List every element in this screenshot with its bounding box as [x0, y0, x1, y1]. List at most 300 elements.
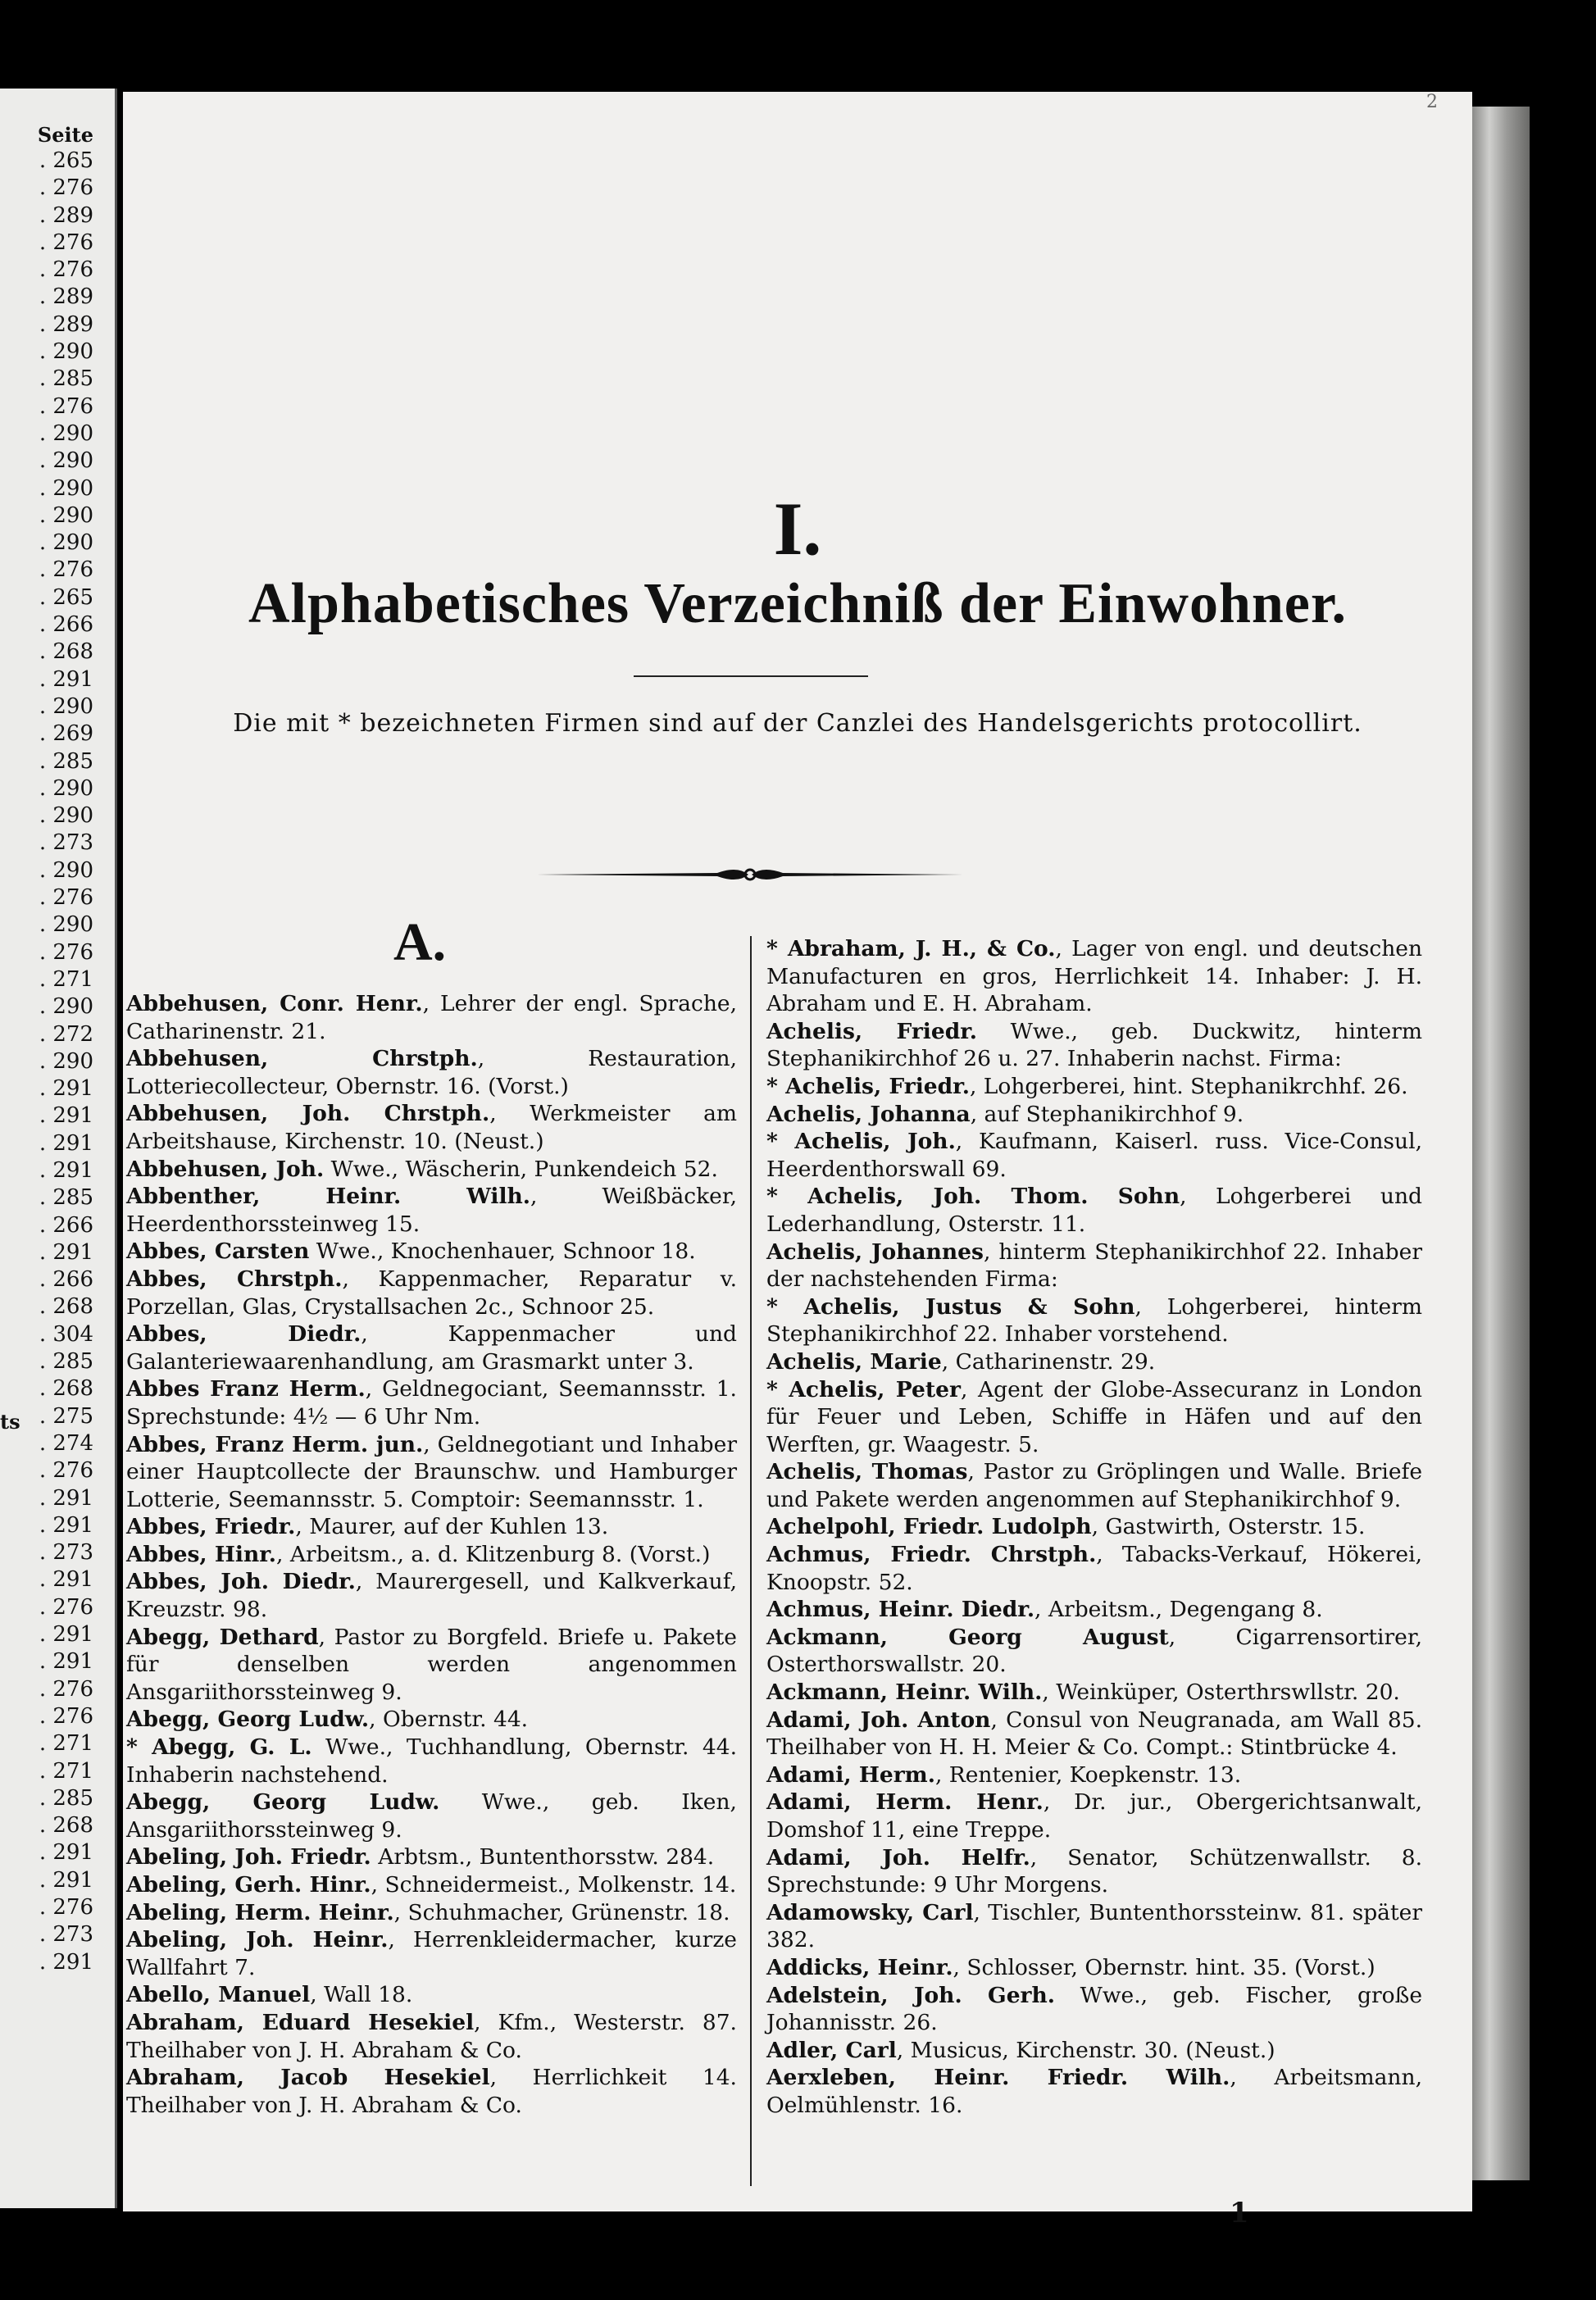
- entry-details: , Tischler, Buntenthorssteinw. 81. später 382.: [766, 1899, 1422, 1953]
- leader-dots: .: [39, 339, 53, 365]
- entry-details: , Kfm., Westerstr. 87. Theilhaber von J. H. Abraham & Co.: [126, 2009, 737, 2063]
- directory-entry: [126, 1375, 737, 1430]
- left-fragment: ts: [0, 1410, 20, 1434]
- page-index-entry: [38, 1239, 93, 1266]
- directory-entry: [766, 1761, 1422, 1789]
- leader-dots: .: [39, 1021, 53, 1047]
- entry-details: , Kappenmacher und Galanteriewaarenhandlung, am Grasmarkt unter 3.: [126, 1321, 737, 1375]
- leader-dots: .: [39, 1649, 53, 1675]
- entry-name: Abbehusen, Joh. Chrstph.: [126, 1101, 490, 1127]
- entry-details: , Herrlichkeit 14. Theilhaber von J. H. Abraham & Co.: [126, 2065, 737, 2118]
- directory-entry: [126, 1981, 737, 2009]
- entry-name: Achmus, Heinr. Diedr.: [766, 1597, 1035, 1623]
- directory-entry: [766, 1073, 1422, 1101]
- page-index-number: 275: [52, 1403, 93, 1429]
- entry-details: , Gastwirth, Osterstr. 15.: [1091, 1514, 1366, 1540]
- page-index-number: 291: [52, 1512, 93, 1538]
- directory-entry: [766, 1128, 1422, 1183]
- page-index-entry: [38, 666, 93, 693]
- page-index-entry: [38, 611, 93, 639]
- leader-dots: .: [39, 1512, 53, 1538]
- page-index-list: [38, 148, 93, 1976]
- entry-details: , hinterm Stephanikirchhof 22. Inhaber der nachstehenden Firma:: [766, 1239, 1422, 1293]
- page-index-entry: [38, 1375, 93, 1402]
- page-index-entry: [38, 1457, 93, 1484]
- entry-name: Abbehusen, Conr. Henr.: [126, 991, 423, 1016]
- entry-name: Abbes, Hinr.: [126, 1541, 276, 1567]
- entry-name: Adami, Joh. Anton: [766, 1707, 991, 1733]
- page-index-number: 304: [52, 1321, 93, 1347]
- page-index-entry: [38, 830, 93, 857]
- page-index-entry: [38, 911, 93, 939]
- entry-details: , Werkmeister am Arbeitshause, Kirchenstr. 10. (Neust.): [126, 1101, 737, 1154]
- directory-entry: [766, 1679, 1422, 1707]
- directory-entry: [126, 1789, 737, 1843]
- page-index-number: 271: [52, 1758, 93, 1784]
- directory-entry: [766, 1018, 1422, 1073]
- entry-details: , Obernstr. 44.: [369, 1707, 529, 1733]
- entry-name: * Achelis, Joh.: [766, 1129, 956, 1155]
- leader-dots: .: [39, 284, 53, 310]
- page-index-number: 290: [52, 448, 93, 474]
- page-index-number: 290: [52, 857, 93, 883]
- directory-entry: [126, 1156, 737, 1184]
- page-index-entry: [38, 1157, 93, 1184]
- leader-dots: .: [39, 1267, 53, 1293]
- entry-name: Achelis, Marie: [766, 1348, 942, 1375]
- leader-dots: .: [39, 721, 53, 747]
- page-index-entry: [38, 1430, 93, 1457]
- page-index-entry: [38, 530, 93, 557]
- leader-dots: .: [39, 966, 53, 992]
- page-index-entry: [38, 1048, 93, 1075]
- page-index-entry: [38, 311, 93, 339]
- entry-name: Adami, Joh. Helfr.: [766, 1844, 1030, 1870]
- leader-dots: .: [39, 148, 53, 173]
- entry-details: , Cigarrensortirer, Osterthorswallstr. 20.: [766, 1624, 1423, 1678]
- entry-name: Adler, Carl: [766, 2037, 897, 2063]
- directory-entry: [766, 1624, 1422, 1679]
- page-index-entry: [38, 1293, 93, 1320]
- leader-dots: .: [39, 912, 53, 938]
- entry-details: , Schneidermeist., Molkenstr. 14.: [371, 1872, 737, 1898]
- directory-entry: [126, 1706, 737, 1734]
- page-index-number: 291: [52, 1130, 93, 1156]
- leader-dots: .: [39, 1321, 53, 1347]
- page-index-number: 276: [52, 939, 93, 965]
- directory-entry: [126, 1045, 737, 1100]
- page-index-entry: [38, 339, 93, 366]
- entry-name: Abraham, Eduard Hesekiel: [126, 2009, 475, 2035]
- directory-entry: [126, 1266, 737, 1320]
- page-number: 1: [1230, 2197, 1249, 2230]
- page-index-number: 285: [52, 1349, 93, 1375]
- leader-dots: .: [39, 230, 53, 255]
- directory-entry: [766, 1844, 1422, 1899]
- entry-details: Wwe., geb. Iken, Ansgariithorssteinweg 9.: [126, 1789, 737, 1843]
- entry-name: Achelis, Johannes: [766, 1239, 984, 1265]
- entry-details: , Kaufmann, Kaiserl. russ. Vice-Consul, Heerdenthorswall 69.: [766, 1129, 1422, 1182]
- page-index-entry: [38, 1621, 93, 1648]
- entry-details: Wwe., Wäscherin, Punkendeich 52.: [324, 1156, 718, 1182]
- page-index-entry: [38, 1485, 93, 1512]
- entry-name: Abbes, Diedr.: [126, 1321, 361, 1348]
- page-index-number: 291: [52, 666, 93, 692]
- page-index-number: 290: [52, 1048, 93, 1074]
- page-index-entry: [38, 1839, 93, 1866]
- entry-details: , Schlosser, Obernstr. hint. 35. (Vorst.): [953, 1954, 1375, 1980]
- page-index-number: 266: [52, 1267, 93, 1293]
- directory-entry: [766, 1348, 1422, 1376]
- page-index-number: 276: [52, 393, 93, 419]
- leader-dots: .: [39, 1840, 53, 1866]
- page-index-number: 285: [52, 366, 93, 392]
- entry-details: Wwe., Tuchhandlung, Obernstr. 44. Inhaberin nachstehend.: [126, 1734, 737, 1788]
- section-roman-numeral: I.: [773, 487, 822, 570]
- page-index-number: 276: [52, 1676, 93, 1702]
- entry-name: * Abegg, G. L.: [126, 1734, 312, 1761]
- entry-details: , Pastor zu Borgfeld. Briefe u. Pakete für denselben werden angenommen Ansgariithorssteinweg 9.: [126, 1624, 737, 1705]
- entry-name: * Achelis, Friedr.: [766, 1073, 970, 1099]
- page-index-entry: [38, 1130, 93, 1157]
- leader-dots: .: [39, 693, 53, 719]
- directory-entry: [126, 1871, 737, 1899]
- page-index-entry: [38, 393, 93, 420]
- page-index-entry: [38, 448, 93, 475]
- directory-entry: [766, 1376, 1422, 1459]
- page-index-number: 276: [52, 1703, 93, 1729]
- column-divider: [750, 936, 752, 2186]
- page-index-number: 276: [52, 1594, 93, 1620]
- page-index-number: 291: [52, 1840, 93, 1866]
- page-index-number: 290: [52, 775, 93, 801]
- entry-name: Achmus, Friedr. Chrstph.: [766, 1542, 1097, 1568]
- page-index-entry: [38, 148, 93, 175]
- entry-details: , Arbeitsm., a. d. Klitzenburg 8. (Vorst.): [275, 1541, 711, 1567]
- page-index-entry: [38, 1184, 93, 1211]
- leader-dots: .: [39, 1622, 53, 1648]
- page-index-entry: [38, 557, 93, 584]
- leader-dots: .: [39, 994, 53, 1020]
- entry-name: Achelpohl, Friedr. Ludolph: [766, 1514, 1092, 1540]
- leader-dots: .: [39, 1157, 53, 1183]
- entry-name: Adelstein, Joh. Gerh.: [766, 1982, 1056, 2008]
- page-index-entry: [38, 366, 93, 393]
- page-index-number: 291: [52, 1867, 93, 1893]
- page-index-entry: [38, 966, 93, 993]
- directory-entry: [126, 1843, 737, 1871]
- page-index-entry: [38, 1676, 93, 1703]
- title-divider: [634, 675, 868, 677]
- entry-details: , Weißbäcker, Heerdenthorssteinweg 15.: [126, 1184, 738, 1237]
- page-index-number: 291: [52, 1485, 93, 1511]
- page-index-entry: [38, 284, 93, 311]
- page-index-entry: [38, 1758, 93, 1785]
- entry-details: , Agent der Globe-Assecuranz in London für Feuer und Leben, Schiffe in Häfen und auf den Werften, gr. Waagestr. 5.: [766, 1376, 1422, 1457]
- entry-details: , Arbeitsmann, Oelmühlenstr. 16.: [766, 2065, 1422, 2118]
- page-index-entry: [38, 775, 93, 802]
- page-index-number: 289: [52, 284, 93, 310]
- directory-entry: [126, 1238, 737, 1266]
- page-index-entry: [38, 1648, 93, 1675]
- entry-details: , Pastor zu Gröplingen und Walle. Briefe und Pakete werden angenommen auf Stephanikirchhof 9.: [766, 1459, 1422, 1512]
- page-index-entry: [38, 639, 93, 666]
- leader-dots: .: [39, 830, 53, 856]
- entry-name: Abeling, Joh. Heinr.: [126, 1927, 389, 1953]
- leader-dots: .: [39, 939, 53, 965]
- page-index-number: 276: [52, 175, 93, 201]
- directory-entry: [766, 1541, 1422, 1596]
- page-index-number: 291: [52, 1622, 93, 1648]
- page-index-entry: [38, 1348, 93, 1375]
- directory-entry: [766, 1513, 1422, 1541]
- page-index-entry: [38, 420, 93, 448]
- leader-dots: .: [39, 1185, 53, 1211]
- leader-dots: .: [39, 775, 53, 801]
- left-page: [0, 89, 117, 2208]
- entry-name: Abbenther, Heinr. Wilh.: [126, 1184, 531, 1210]
- entry-name: Abbehusen, Joh.: [126, 1156, 325, 1182]
- directory-entry: [126, 1734, 737, 1789]
- page-index-number: 289: [52, 311, 93, 337]
- leader-dots: .: [39, 1785, 53, 1811]
- entry-details: , Musicus, Kirchenstr. 30. (Neust.): [896, 2037, 1275, 2063]
- page-index-entry: [38, 1321, 93, 1348]
- leader-dots: .: [39, 1676, 53, 1702]
- entry-name: Abbes, Chrstph.: [126, 1266, 343, 1292]
- directory-entry: [766, 2037, 1422, 2065]
- page-index-entry: [38, 1539, 93, 1566]
- page-index-number: 268: [52, 1294, 93, 1320]
- directory-entry: [126, 1100, 737, 1155]
- page-index-entry: [38, 257, 93, 284]
- book-spine: [1472, 107, 1530, 2180]
- directory-entry: [126, 1320, 737, 1375]
- page-index-entry: [38, 1894, 93, 1921]
- entry-name: Ackmann, Heinr. Wilh.: [766, 1680, 1043, 1706]
- section-letter: A.: [393, 912, 447, 972]
- leader-dots: .: [39, 857, 53, 883]
- page-index-number: 290: [52, 502, 93, 528]
- entry-name: Addicks, Heinr.: [766, 1954, 953, 1980]
- page-index-number: 268: [52, 639, 93, 665]
- page-index-entry: [38, 1703, 93, 1730]
- entry-name: * Achelis, Peter: [766, 1376, 961, 1402]
- page-index-number: 291: [52, 1239, 93, 1265]
- page-index-number: 291: [52, 1567, 93, 1593]
- directory-entry: [126, 2009, 737, 2064]
- directory-entry: [766, 1293, 1422, 1348]
- entry-details: , Lehrer der engl. Sprache, Catharinenstr. 21.: [126, 991, 737, 1044]
- entry-name: Abbes, Friedr.: [126, 1514, 296, 1540]
- entry-name: Achelis, Johanna: [766, 1101, 971, 1127]
- page-index-number: 290: [52, 339, 93, 365]
- entry-name: Adami, Herm.: [766, 1761, 935, 1788]
- entry-details: Wwe., geb. Fischer, große Johannisstr. 26.: [766, 1982, 1423, 2036]
- entry-details: , Restauration, Lotteriecollecteur, Obernstr. 16. (Vorst.): [126, 1046, 737, 1099]
- leader-dots: .: [39, 1540, 53, 1566]
- entry-details: , Kappenmacher, Reparatur v. Porzellan, Glas, Crystallsachen 2c., Schnoor 25.: [126, 1266, 738, 1320]
- leader-dots: .: [39, 748, 53, 774]
- leader-dots: .: [39, 1567, 53, 1593]
- entry-details: , Lohgerberei, hinterm Stephanikirchhof 22. Inhaber vorstehend.: [766, 1293, 1422, 1348]
- page-index-number: 290: [52, 912, 93, 938]
- page-index-entry: [38, 1021, 93, 1048]
- directory-entry: [126, 1183, 737, 1238]
- page-index-number: 291: [52, 1649, 93, 1675]
- leader-dots: .: [39, 1212, 53, 1238]
- page-index-column: [38, 123, 93, 1976]
- page-index-entry: [38, 1102, 93, 1130]
- page-index-number: 271: [52, 966, 93, 992]
- leader-dots: .: [39, 584, 53, 610]
- leader-dots: .: [39, 803, 53, 829]
- page-index-number: 273: [52, 830, 93, 856]
- leader-dots: .: [39, 1594, 53, 1620]
- page-index-number: 289: [52, 202, 93, 228]
- page-index-number: 266: [52, 1212, 93, 1238]
- page-index-number: 285: [52, 748, 93, 774]
- leader-dots: .: [39, 1867, 53, 1893]
- leader-dots: .: [39, 393, 53, 419]
- page-index-number: 276: [52, 557, 93, 583]
- directory-entry: [766, 1789, 1422, 1843]
- entry-details: , Dr. jur., Obergerichtsanwalt, Domshof 11, eine Treppe.: [766, 1789, 1423, 1843]
- page-index-entry: [38, 230, 93, 257]
- leader-dots: .: [39, 202, 53, 228]
- entry-name: Abeling, Gerh. Hinr.: [126, 1872, 371, 1898]
- page-index-number: 276: [52, 230, 93, 255]
- entry-details: , Lager von engl. und deutschen Manufacturen en gros, Herrlichkeit 14. Inhaber: J. H. Abraham und E. H. Abraham.: [766, 936, 1423, 1017]
- leader-dots: .: [39, 1048, 53, 1074]
- intro-note: Die mit * bezeichneten Firmen sind auf der Canzlei des Handelsgerichts protocollirt.: [233, 709, 1362, 738]
- page-index-entry: [38, 802, 93, 830]
- leader-dots: .: [39, 1458, 53, 1484]
- entry-name: Abegg, Dethard: [126, 1624, 319, 1650]
- page-index-number: 291: [52, 1103, 93, 1129]
- directory-entry: [766, 1458, 1422, 1513]
- leader-dots: .: [39, 311, 53, 337]
- leader-dots: .: [39, 502, 53, 528]
- leader-dots: .: [39, 1895, 53, 1920]
- page-index-number: 268: [52, 1813, 93, 1839]
- page-index-entry: [38, 1212, 93, 1239]
- directory-entry: [766, 1596, 1422, 1624]
- page-index-number: 291: [52, 1076, 93, 1102]
- entry-name: Abello, Manuel: [126, 1982, 311, 2008]
- leader-dots: .: [39, 885, 53, 911]
- entry-details: , Rentenier, Koepkenstr. 13.: [934, 1761, 1242, 1788]
- page-index-number: 269: [52, 721, 93, 747]
- page-index-entry: [38, 1867, 93, 1894]
- page-index-entry: [38, 1512, 93, 1539]
- leader-dots: .: [39, 1703, 53, 1729]
- entry-name: Abraham, Jacob Hesekiel: [126, 2065, 490, 2091]
- page-index-entry: [38, 693, 93, 720]
- leader-dots: .: [39, 475, 53, 501]
- entry-details: , auf Stephanikirchhof 9.: [970, 1101, 1244, 1127]
- entry-details: , Lohgerberei, hint. Stephanikrchhf. 26.: [969, 1073, 1408, 1099]
- entry-details: , Senator, Schützenwallstr. 8. Sprechstunde: 9 Uhr Morgens.: [766, 1844, 1422, 1898]
- page-index-entry: [38, 1403, 93, 1430]
- page-index-entry: [38, 720, 93, 748]
- ornament-divider-icon: [537, 862, 963, 887]
- entry-name: Achelis, Thomas: [766, 1459, 968, 1485]
- entry-details: , Tabacks-Verkauf, Hökerei, Knoopstr. 52.: [766, 1542, 1422, 1595]
- entry-name: Abbes Franz Herm.: [126, 1376, 366, 1402]
- entries-column-left: [126, 990, 737, 2119]
- leader-dots: .: [39, 257, 53, 283]
- leader-dots: .: [39, 1485, 53, 1511]
- page-index-number: 285: [52, 1785, 93, 1811]
- page-index-header: Seite: [37, 123, 93, 147]
- leader-dots: .: [39, 1403, 53, 1429]
- page-index-number: 266: [52, 612, 93, 638]
- entry-details: , Lohgerberei und Lederhandlung, Osterstr. 11.: [766, 1184, 1422, 1237]
- directory-entry: [766, 2064, 1422, 2119]
- entry-details: , Consul von Neugranada, am Wall 85. Theilhaber von H. H. Meier & Co. Compt.: Stintbrücke 4.: [766, 1707, 1423, 1761]
- directory-entry: [766, 1899, 1422, 1954]
- page-index-number: 273: [52, 1922, 93, 1948]
- entry-details: , Geldnegociant, Seemannsstr. 1. Sprechstunde: 4½ — 6 Uhr Nm.: [126, 1376, 737, 1430]
- page-marker: 2: [1426, 92, 1438, 112]
- entry-name: * Achelis, Joh. Thom. Sohn: [766, 1184, 1180, 1210]
- entry-details: Arbtsm., Buntenthorsstw. 284.: [371, 1844, 715, 1870]
- page-index-number: 265: [52, 148, 93, 173]
- page-index-entry: [38, 1921, 93, 1948]
- directory-entry: [766, 1707, 1422, 1761]
- entry-name: Abbes, Carsten: [126, 1239, 310, 1265]
- page-index-entry: [38, 748, 93, 775]
- directory-entry: [766, 1183, 1422, 1238]
- directory-entry: [126, 1513, 737, 1541]
- leader-dots: .: [39, 1239, 53, 1265]
- entry-details: , Maurer, auf der Kuhlen 13.: [295, 1514, 609, 1540]
- page-index-number: 271: [52, 1731, 93, 1757]
- page-title: Alphabetisches Verzeichniß der Einwohner.: [248, 572, 1348, 635]
- directory-entry: [126, 1899, 737, 1927]
- leader-dots: .: [39, 666, 53, 692]
- page-index-number: 290: [52, 530, 93, 556]
- leader-dots: .: [39, 448, 53, 474]
- directory-entry: [126, 1624, 737, 1707]
- leader-dots: .: [39, 1349, 53, 1375]
- page-index-number: 290: [52, 803, 93, 829]
- leader-dots: .: [39, 530, 53, 556]
- leader-dots: .: [39, 1922, 53, 1948]
- directory-entry: [766, 935, 1422, 1018]
- entry-name: Abeling, Herm. Heinr.: [126, 1899, 394, 1925]
- page-index-entry: [38, 475, 93, 502]
- entry-name: Adami, Herm. Henr.: [766, 1789, 1044, 1816]
- leader-dots: .: [39, 1103, 53, 1129]
- entry-name: Adamowsky, Carl: [766, 1899, 974, 1925]
- page-index-entry: [38, 584, 93, 611]
- page-index-entry: [38, 1812, 93, 1839]
- directory-entry: [126, 1431, 737, 1514]
- page-index-number: 276: [52, 257, 93, 283]
- leader-dots: .: [39, 1376, 53, 1402]
- page-index-entry: [38, 1266, 93, 1293]
- page-index-number: 285: [52, 1185, 93, 1211]
- entries-column-right: [766, 935, 1422, 2120]
- entry-name: Abeling, Joh. Friedr.: [126, 1844, 371, 1870]
- entry-details: , Maurergesell, und Kalkverkauf, Kreuzstr. 98.: [126, 1569, 737, 1623]
- entry-details: , Catharinenstr. 29.: [941, 1348, 1156, 1375]
- leader-dots: .: [39, 175, 53, 201]
- page-index-number: 273: [52, 1540, 93, 1566]
- leader-dots: .: [39, 1430, 53, 1456]
